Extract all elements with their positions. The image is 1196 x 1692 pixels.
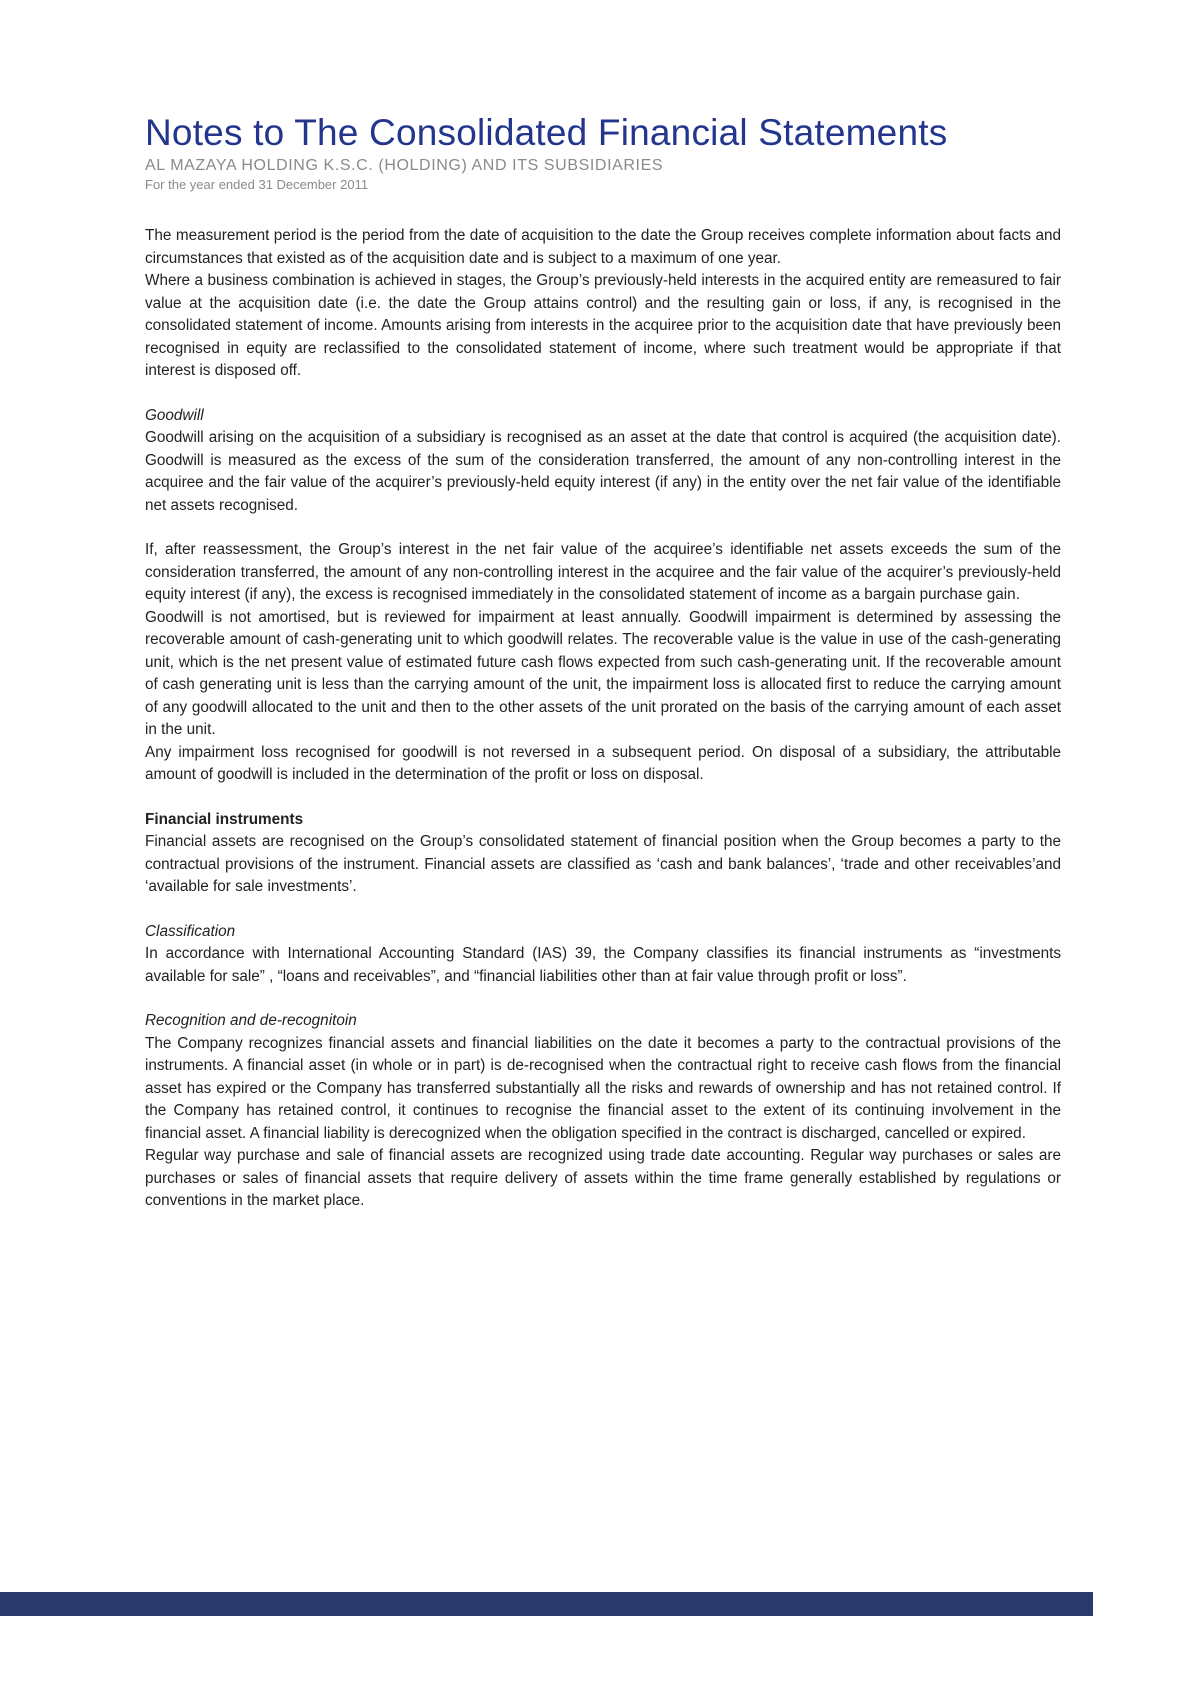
paragraph-goodwill-impairment: Goodwill is not amortised, but is reviewed for impairment at least annually. Goodwill impairment is determined by assessing the recoverable amount of cash-generating unit to which goodwill relates. The recoverable value is the value in use of the cash-generating unit, which is the net present value of estimated future cash flows expected from such cash-generating unit. If the recoverable amount of cash generating unit is less than the carrying amount of the unit, the impairment loss is allocated first to reduce the carrying amount of any goodwill allocated to the unit and then to the other assets of the unit prorated on the basis of the carrying amount of each asset in the unit. bbox=[145, 608, 1061, 738]
paragraph-goodwill-recognition: Goodwill arising on the acquisition of a subsidiary is recognised as an asset at the date that control is acquired (the acquisition date). Goodwill is measured as the excess of the sum of the consideration transferred, the amount of any non-controlling interest in the acquiree and the fair value of the acquirer’s previously-held equity interest (if any) in the entity over the net fair value of the identifiable net assets recognised. bbox=[145, 429, 1061, 514]
heading-classification: Classification bbox=[145, 922, 236, 940]
reporting-period: For the year ended 31 December 2011 bbox=[145, 177, 369, 192]
heading-financial-instruments: Financial instruments bbox=[145, 810, 304, 828]
paragraph-regular-way-purchase: Regular way purchase and sale of financial assets are recognized using trade date accounting. Regular way purchases or sales are purchases or sales of financial assets that require delivery of assets within the time frame generally established by regulations or conventions in the market place. bbox=[145, 1147, 1061, 1209]
page-header bbox=[145, 110, 1065, 194]
paragraph-business-combination-stages: Where a business combination is achieved in stages, the Group’s previously-held interests in the acquired entity are remeasured to fair value at the acquisition date (i.e. the date the Group attains control) and the resulting gain or loss, if any, is recognised in the consolidated statement of income. Amounts arising from interests in the acquiree prior to the acquisition date that have previously been recognised in equity are reclassified to the consolidated statement of income, where such treatment would be appropriate if that interest is disposed off. bbox=[145, 272, 1061, 379]
paragraph-impairment-not-reversed: Any impairment loss recognised for goodwill is not reversed in a subsequent period. On disposal of a subsidiary, the attributable amount of goodwill is included in the determination of the profit or loss on disposal. bbox=[145, 743, 1061, 783]
paragraph-classification: In accordance with International Accounting Standard (IAS) 39, the Company classifies its financial instruments as “investments available for sale” , “loans and receivables”, and “financial liabilities other than at fair value through profit or loss”. bbox=[145, 945, 1061, 985]
paragraph-recognition: The Company recognizes financial assets and financial liabilities on the date it becomes a party to the contractual provisions of the instruments. A financial asset (in whole or in part) is de-recognised when the contractual right to receive cash flows from the financial asset has expired or the Company has transferred substantially all the risks and rewards of ownership and has not retained control. If the Company has retained control, it continues to recognise the financial asset to the extent of its continuing involvement in the financial asset. A financial liability is derecognized when the obligation specified in the contract is discharged, cancelled or expired. bbox=[145, 1034, 1061, 1142]
paragraph-financial-assets: Financial assets are recognised on the Group’s consolidated statement of financial position when the Group becomes a party to the contractual provisions of the instrument. Financial assets are classified as ‘cash and bank balances’, ‘trade and other receivables’and ‘available for sale investments’. bbox=[145, 833, 1061, 895]
company-name: AL MAZAYA HOLDING K.S.C. (HOLDING) AND ITS SUBSIDIARIES bbox=[145, 157, 664, 174]
paragraph-measurement-period: The measurement period is the period from the date of acquisition to the date the Group receives complete information about facts and circumstances that existed as of the acquisition date and is subject to a maximum of one year. bbox=[145, 227, 1061, 267]
heading-recognition: Recognition and de-recognitoin bbox=[145, 1012, 357, 1029]
heading-goodwill: Goodwill bbox=[145, 406, 204, 424]
page-title: Notes to The Consolidated Financial Statements bbox=[145, 112, 948, 153]
footer-band bbox=[0, 1592, 1093, 1616]
paragraph-bargain-purchase: If, after reassessment, the Group’s interest in the net fair value of the acquiree’s identifiable net assets exceeds the sum of the consideration transferred, the amount of any non-controlling interest in the acquiree and the fair value of the acquirer’s previously-held equity interest (if any), the excess is recognised immediately in the consolidated statement of income as a bargain purchase gain. bbox=[145, 541, 1061, 603]
notes-body bbox=[145, 225, 1061, 1213]
